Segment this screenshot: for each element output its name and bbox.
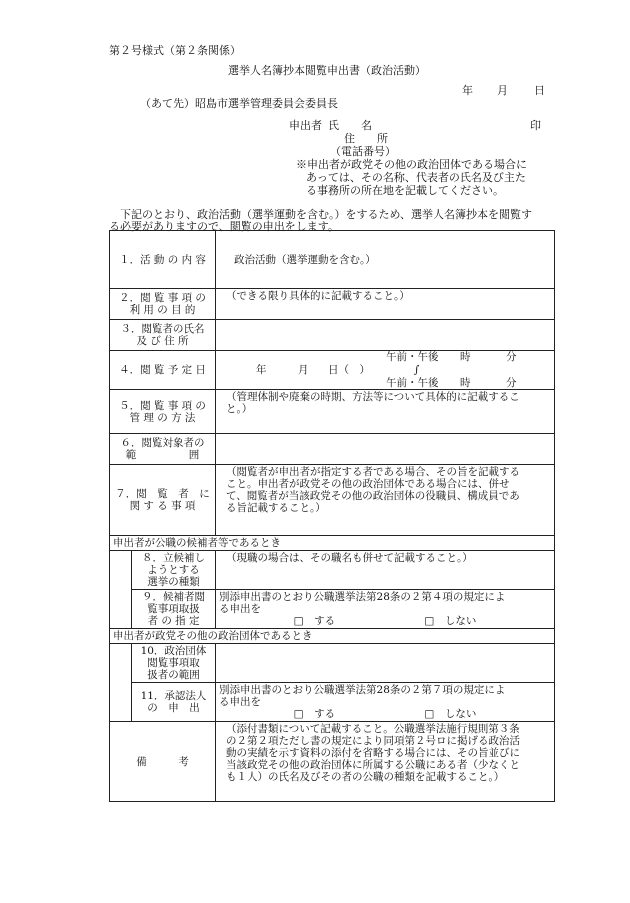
intro-line1: 下記のとおり、政治活動（選挙運動を含む。）をするため、選挙人名簿抄本を閲覧す (120, 208, 533, 221)
purpose-label: ２．閲 覧 事 項 の 利 用 の 目 的 (110, 289, 216, 320)
addressee: （あて先）昭島市選挙管理委員会委員長 (140, 97, 338, 110)
target-scope-content[interactable] (216, 434, 555, 465)
remarks-content[interactable]: （添付書類について記載すること。公職選挙法施行規則第３条 の２第２項ただし書の規定により同項第２号ロに掲げる政治活 動の実績を示す資料の添付を省略する場合には、その旨並びに 当該政党その他の政治団体に所属する公職にある者（少なくと も１人）の氏名及びその者の公職の種類を記載すること。） (216, 722, 555, 802)
indent-cell (110, 551, 132, 629)
election-type-label: ８．立候補し ようとする 選挙の種類 (132, 551, 216, 590)
viewer-info-label: ７．閲 覧 者 に 関 す る 事 項 (110, 465, 216, 536)
activity-label: １．活 動 の 内 容 (110, 231, 216, 289)
applicant-note-line2: あっては、その名称、代表者の氏名及び主た (306, 171, 526, 184)
applicant-name-label: 氏 名 (328, 119, 372, 132)
schedule-content[interactable] (216, 351, 555, 390)
schedule-minute-start: 分 (506, 351, 517, 363)
applicant-note-line1: ※申出者が政党その他の政治団体である場合に (296, 158, 527, 171)
schedule-day: 日（ ） (328, 364, 371, 376)
form-number: 第２号様式（第２条関係） (109, 44, 241, 57)
row-election-type (110, 551, 555, 590)
indent-cell-2 (110, 644, 132, 722)
schedule-ampm-end[interactable]: 午前・午後 (386, 377, 439, 389)
date-month-label: 月 (497, 84, 508, 97)
management-content[interactable]: （管理体制や廃棄の時期、方法等について具体的に記載するこ と。） (216, 390, 555, 434)
party-handler-scope-label: 10．政治団体 閲覧事項取 扱者の範囲 (132, 644, 216, 683)
row-activity (110, 231, 555, 289)
schedule-minute-end: 分 (506, 377, 517, 389)
approved-corp-no-checkbox[interactable]: □ しない (424, 708, 477, 720)
row-remarks (110, 722, 555, 802)
date-day-label: 日 (534, 84, 545, 97)
schedule-hour-end: 時 (460, 377, 471, 389)
section-candidate (110, 536, 555, 551)
section-party-label: 申出者が政党その他の政治団体であるとき (110, 629, 555, 644)
activity-content[interactable]: 政治活動（選挙運動を含む。） (216, 231, 555, 289)
candidate-handler-text: 別添申出書のとおり公職選挙法第28条の２第４項の規定によ る申出を (219, 591, 506, 615)
viewer-info-content[interactable]: （閲覧者が申出者が指定する者である場合、その旨を記載する こと。申出者が政党その他の政治団体である場合には、併せ て、閲覧者が当該政党その他の政治団体の役職員、構成員であ る旨記載すること。） (216, 465, 555, 536)
schedule-year: 年 (256, 364, 267, 376)
row-target-scope (110, 434, 555, 465)
row-candidate-handler (110, 590, 555, 629)
viewer-name-label: ３．閲覧者の氏名 及 び 住 所 (110, 320, 216, 351)
viewer-name-content[interactable] (216, 320, 555, 351)
approved-corp-label: 11．承認法人 の 申 出 (132, 683, 216, 722)
row-purpose (110, 289, 555, 320)
row-party-handler-scope (110, 644, 555, 683)
row-approved-corp (110, 683, 555, 722)
approved-corp-text: 別添申出書のとおり公職選挙法第28条の２第７項の規定によ る申出を (219, 684, 506, 708)
seal-mark: 印 (530, 119, 541, 132)
target-scope-label: ６．閲覧対象者の 範 囲 (110, 434, 216, 465)
election-type-content[interactable]: （現職の場合は、その職名も併せて記載すること。） (216, 551, 555, 590)
schedule-label: ４．閲 覧 予 定 日 (110, 351, 216, 390)
candidate-handler-no-checkbox[interactable]: □ しない (424, 615, 477, 627)
party-handler-scope-content[interactable] (216, 644, 555, 683)
row-viewer-name (110, 320, 555, 351)
candidate-handler-yes-checkbox[interactable]: □ する (293, 615, 336, 627)
approved-corp-yes-checkbox[interactable]: □ する (293, 708, 336, 720)
page-title: 選挙人名簿抄本閲覧申出書（政治活動） (228, 64, 426, 77)
applicant-note-line3: る事務所の所在地を記載してください。 (306, 184, 504, 197)
date-year-label: 年 (462, 84, 473, 97)
section-party (110, 629, 555, 644)
schedule-range-mark: ∫ (414, 364, 420, 376)
purpose-content[interactable]: （できる限り具体的に記載すること。） (216, 289, 555, 320)
approved-corp-content (216, 683, 555, 722)
section-candidate-label: 申出者が公職の候補者等であるとき (110, 536, 555, 551)
applicant-label: 申出者 (289, 119, 322, 132)
candidate-handler-label: ９．候補者閲 覧事項取扱 者 の 指 定 (132, 590, 216, 629)
applicant-phone-label: （電話番号） (330, 145, 396, 158)
row-schedule (110, 351, 555, 390)
remarks-label: 備 考 (110, 722, 216, 802)
schedule-month: 月 (298, 364, 309, 376)
schedule-hour-start: 時 (460, 351, 471, 363)
row-management (110, 390, 555, 434)
row-viewer-info (110, 465, 555, 536)
application-form-table (109, 230, 555, 802)
management-label: ５．閲 覧 事 項 の 管 理 の 方 法 (110, 390, 216, 434)
candidate-handler-content (216, 590, 555, 629)
schedule-ampm-start[interactable]: 午前・午後 (386, 351, 439, 363)
intro-line2: る必要がありますので、閲覧の申出をします。 (109, 220, 339, 233)
applicant-address-label: 住 所 (344, 132, 388, 145)
